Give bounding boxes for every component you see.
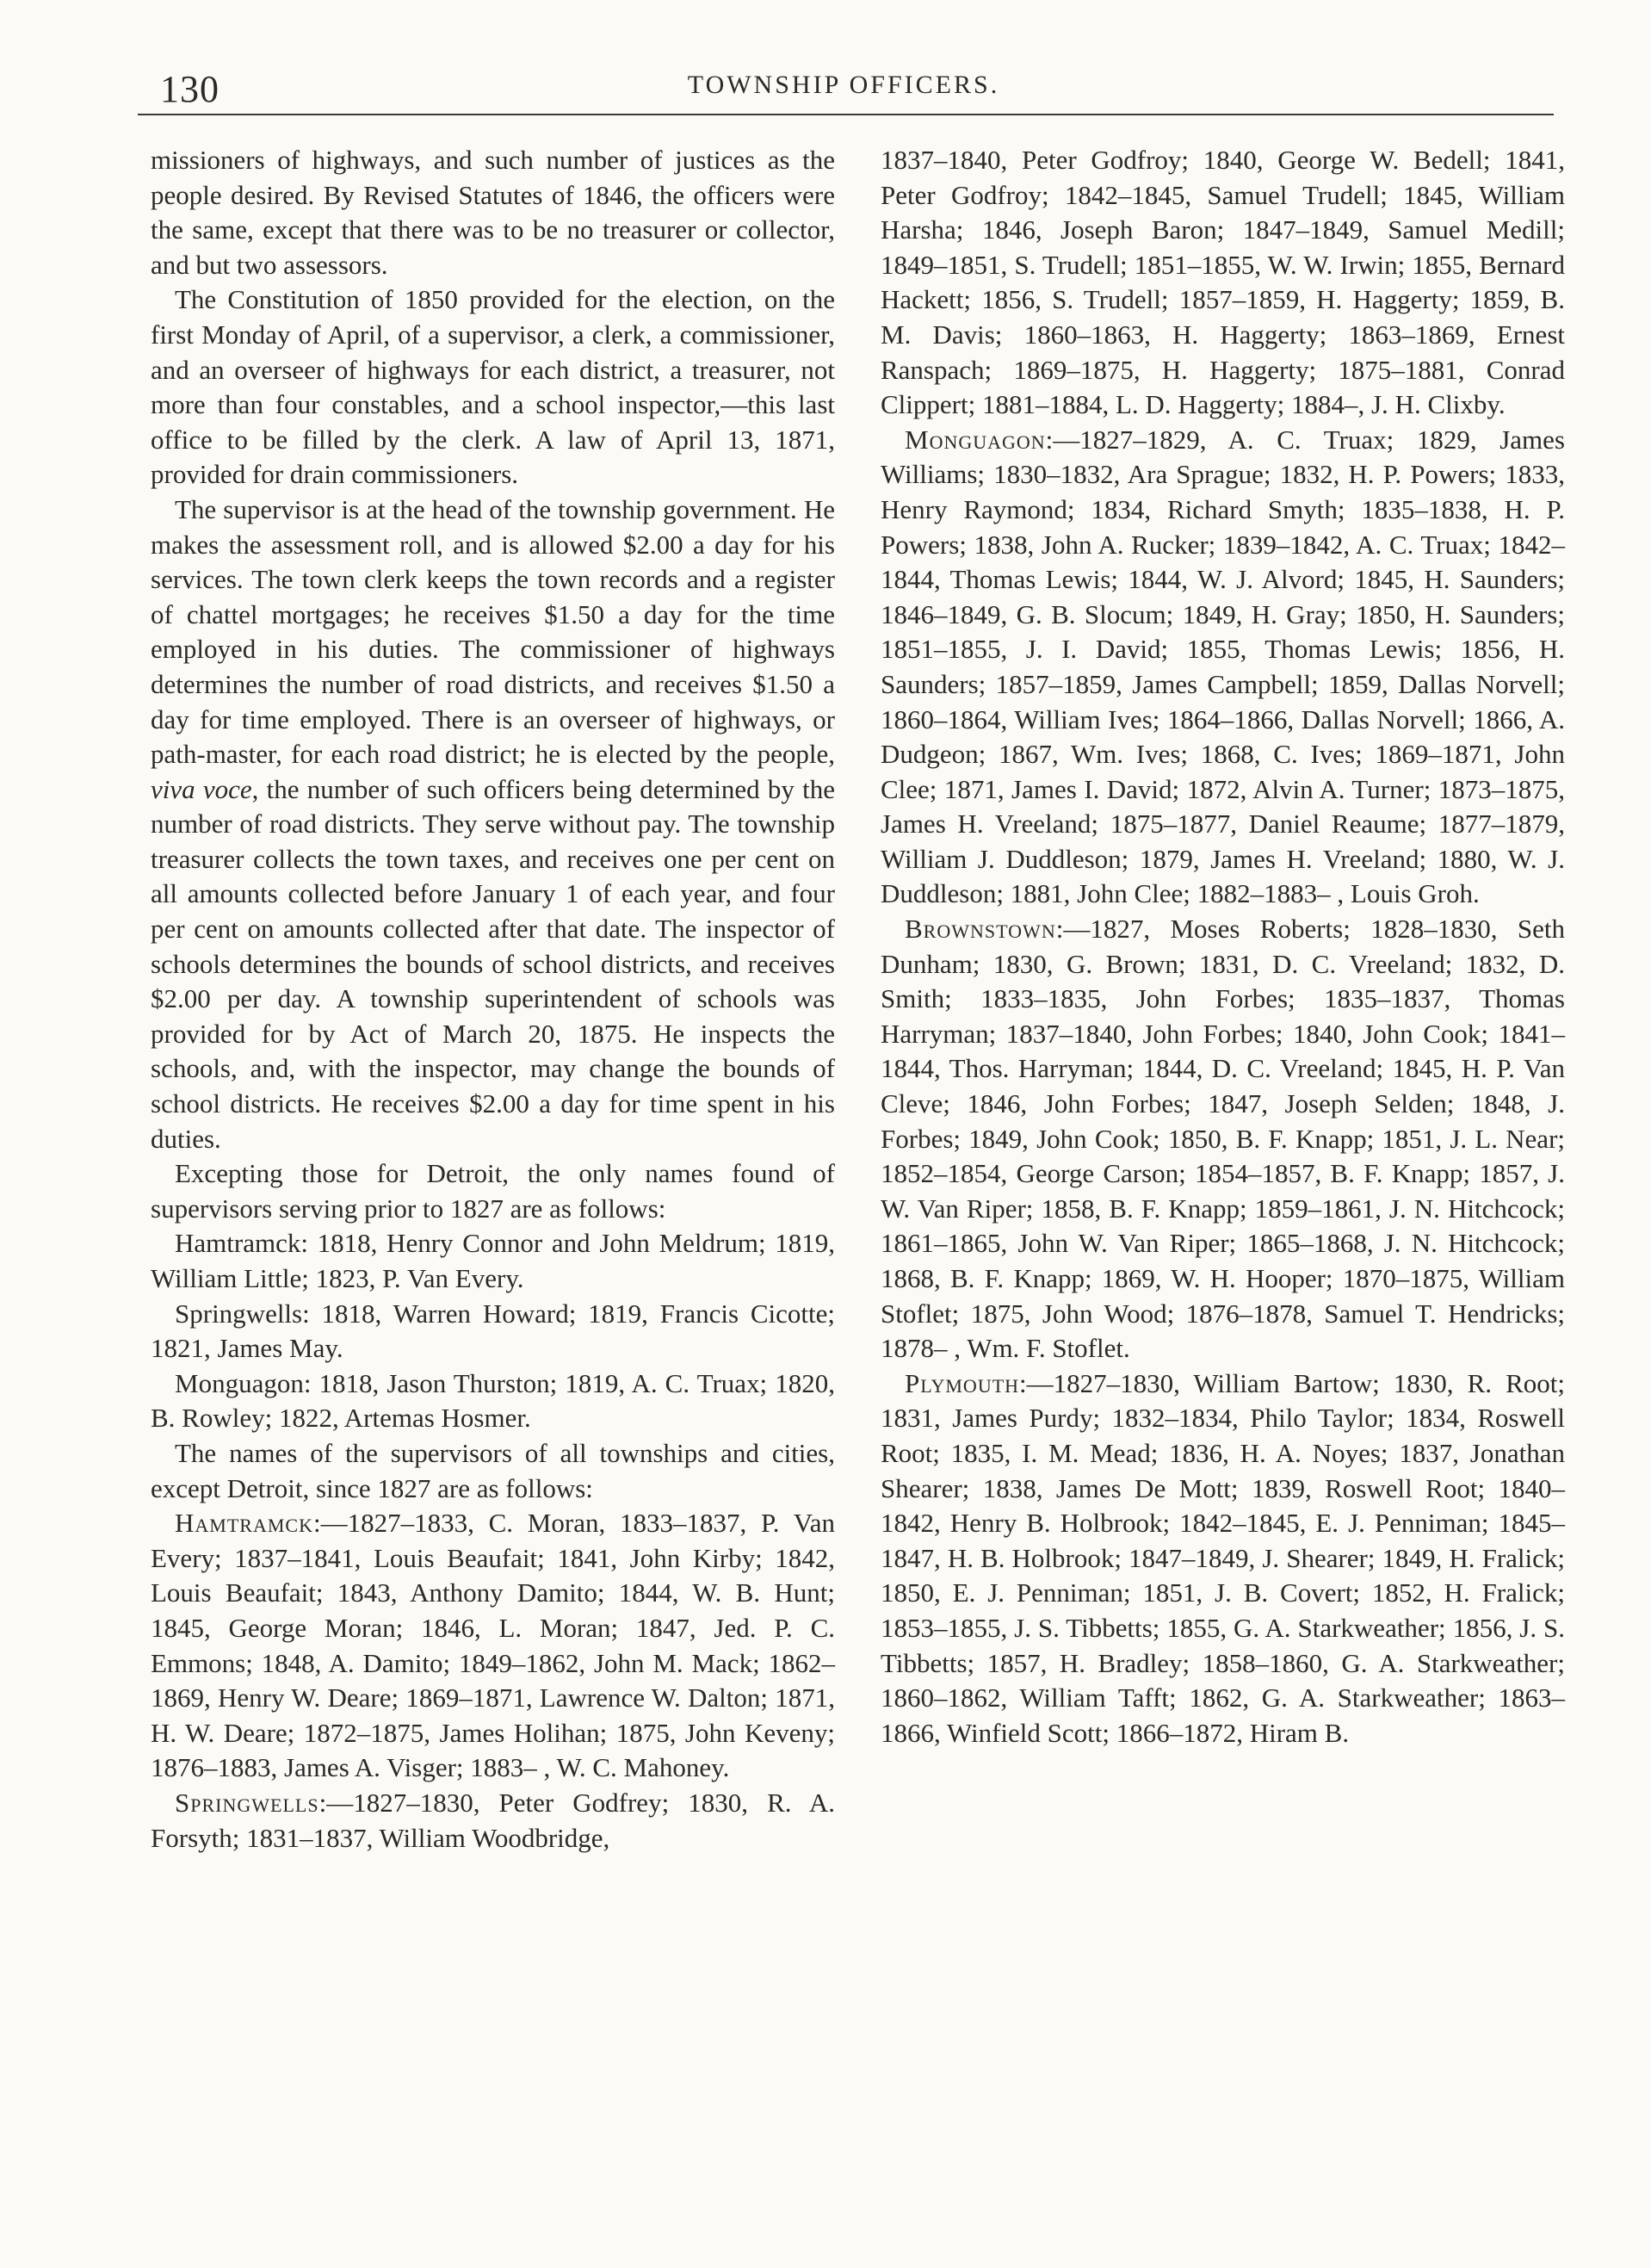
left-column	[151, 143, 835, 1856]
paragraph-springwells	[151, 1786, 835, 1856]
township-name-monguagon: Monguagon	[905, 424, 1046, 455]
springwells-supervisors: :—1827–1830, Peter Godfrey; 1830, R. A. Forsyth; 1831–1837, William Woodbridge,	[151, 1787, 835, 1853]
paragraph-hamtramck-early: Hamtramck: 1818, Henry Connor and John Meldrum; 1819, William Little; 1823, P. Van Every.	[151, 1228, 835, 1293]
viva-voce-italic: viva voce	[151, 773, 252, 804]
plymouth-supervisors: :—1827–1830, William Bartow; 1830, R. Root; 1831, James Purdy; 1832–1834, Philo Taylor; 1834, Roswell Root; 1835, I. M. Mead; 1836, H. A. Noyes; 1837, Jonathan Shearer; 1838, James De Mott; 1839, Roswell Root; 1840–1842, Henry B. Holbrook; 1842–1845, E. J. Penniman; 1845–1847, H. B. Holbrook; 1847–1849, J. Shearer; 1849, H. Fralick; 1850, E. J. Penniman; 1851, J. B. Covert; 1852, H. Fralick; 1853–1855, J. S. Tibbetts; 1855, G. A. Starkweather; 1856, J. S. Tibbetts; 1857, H. Bradley; 1858–1860, G. A. Starkweather; 1860–1862, William Tafft; 1862, G. A. Starkweather; 1863–1866, Winfield Scott; 1866–1872, Hiram B.	[881, 1367, 1565, 1748]
paragraph-monguagon	[881, 423, 1565, 912]
paragraph-brownstown	[881, 912, 1565, 1366]
right-column	[881, 143, 1565, 1751]
paragraph-constitution-1850: The Constitution of 1850 provided for the election, on the first Monday of April, of a supervisor, a clerk, a commissioner, and an overseer of highways for each district, a treasurer, not more than four constables, and a school inspector,—this last office to be filled by the clerk. A law of April 13, 1871, provided for drain commissioners.	[151, 284, 835, 490]
monguagon-supervisors: :—1827–1829, A. C. Truax; 1829, James Williams; 1830–1832, Ara Sprague; 1832, H. P. Powers; 1833, Henry Raymond; 1834, Richard Smyth; 1835–1838, H. P. Powers; 1838, John A. Rucker; 1839–1842, A. C. Truax; 1842–1844, Thomas Lewis; 1844, W. J. Alvord; 1845, H. Saunders; 1846–1849, G. B. Slocum; 1849, H. Gray; 1850, H. Saunders; 1851–1855, J. I. David; 1855, Thomas Lewis; 1856, H. Saunders; 1857–1859, James Campbell; 1859, Dallas Norvell; 1860–1864, William Ives; 1864–1866, Dallas Norvell; 1866, A. Dudgeon; 1867, Wm. Ives; 1868, C. Ives; 1869–1871, John Clee; 1871, James I. David; 1872, Alvin A. Turner; 1873–1875, James H. Vreeland; 1875–1877, Daniel Reaume; 1877–1879, William J. Duddleson; 1879, James H. Vreeland; 1880, W. J. Duddleson; 1881, John Clee; 1882–1883– , Louis Groh.	[881, 424, 1565, 909]
township-name-springwells: Springwells	[175, 1787, 319, 1818]
duties-text-start: The supervisor is at the head of the township government. He makes the assessment roll, and is allowed $2.00 a day for his services. The town clerk keeps the town records and a register of chattel mortgages; he receives $1.50 a day for the time employed in his duties. The commissioner of highways determines the number of road districts, and receives $1.50 a day for time employed. There is an overseer of highways, or path-master, for each road district; he is elected by the people,	[151, 493, 835, 770]
paragraph-since-1827: The names of the supervisors of all townships and cities, except Detroit, since 1827 are as follows:	[151, 1437, 835, 1503]
paragraph-springwells-early: Springwells: 1818, Warren Howard; 1819, Francis Cicotte; 1821, James May.	[151, 1298, 835, 1364]
paragraph-plymouth	[881, 1366, 1565, 1751]
township-name-brownstown: Brownstown	[905, 914, 1056, 945]
paragraph-monguagon-early: Monguagon: 1818, Jason Thurston; 1819, A. C. Truax; 1820, B. Rowley; 1822, Artemas Hosmer.	[151, 1367, 835, 1434]
paragraph-prior-1827: Excepting those for Detroit, the only names found of supervisors serving prior to 1827 are as follows:	[151, 1158, 835, 1224]
paragraph-springwells-continued: 1837–1840, Peter Godfroy; 1840, George W. Bedell; 1841, Peter Godfroy; 1842–1845, Samuel Trudell; 1845, William Harsha; 1846, Joseph Baron; 1847–1849, Samuel Medill; 1849–1851, S. Trudell; 1851–1855, W. W. Irwin; 1855, Bernard Hackett; 1856, S. Trudell; 1857–1859, H. Haggerty; 1859, B. M. Davis; 1860–1863, H. Haggerty; 1863–1869, Ernest Ranspach; 1869–1875, H. Haggerty; 1875–1881, Conrad Clippert; 1881–1884, L. D. Haggerty; 1884–, J. H. Clixby.	[881, 145, 1565, 420]
hamtramck-supervisors: :—1827–1833, C. Moran, 1833–1837, P. Van Every; 1837–1841, Louis Beaufait; 1841, John Kirby; 1842, Louis Beaufait; 1843, Anthony Damito; 1844, W. B. Hunt; 1845, George Moran; 1846, L. Moran; 1847, Jed. P. C. Emmons; 1848, A. Damito; 1849–1862, John M. Mack; 1862–1869, Henry W. Deare; 1869–1871, Lawrence W. Dalton; 1871, H. W. Deare; 1872–1875, James Holihan; 1875, John Keveny; 1876–1883, James A. Visger; 1883– , W. C. Mahoney.	[151, 1508, 835, 1783]
duties-text-end: , the number of such officers being determined by the number of road districts. They serve without pay. The township treasurer collects the town taxes, and receives one per cent on all amounts collected before January 1 of each year, and four per cent on amounts collected after that date. The inspector of schools determines the bounds of school districts, and receives $2.00 per day. A township superintendent of schools was provided for by Act of March 20, 1875. He inspects the schools, and, with the inspector, may change the bounds of school districts. He receives $2.00 a day for time spent in his duties.	[151, 773, 835, 1154]
paragraph-hamtramck	[151, 1506, 835, 1786]
brownstown-supervisors: :—1827, Moses Roberts; 1828–1830, Seth Dunham; 1830, G. Brown; 1831, D. C. Vreeland; 1832, D. Smith; 1833–1835, John Forbes; 1835–1837, Thomas Harryman; 1837–1840, John Forbes; 1840, John Cook; 1841–1844, Thos. Harryman; 1844, D. C. Vreeland; 1845, H. P. Van Cleve; 1846, John Forbes; 1847, Joseph Selden; 1848, J. Forbes; 1849, John Cook; 1850, B. F. Knapp; 1851, J. L. Near; 1852–1854, George Carson; 1854–1857, B. F. Knapp; 1857, J. W. Van Riper; 1858, B. F. Knapp; 1859–1861, J. N. Hitchcock; 1861–1865, John W. Van Riper; 1865–1868, J. N. Hitchcock; 1868, B. F. Knapp; 1869, W. H. Hooper; 1870–1875, William Stoflet; 1875, John Wood; 1876–1878, Samuel T. Hendricks; 1878– , Wm. F. Stoflet.	[881, 914, 1565, 1364]
paragraph-highways: missioners of highways, and such number of justices as the people desired. By Revised Statutes of 1846, the officers were the same, except that there was to be no treasurer or collector, and but two assessors.	[151, 145, 835, 280]
header-rule	[138, 114, 1554, 115]
page-number: 130	[160, 68, 220, 110]
page-header	[138, 62, 1549, 115]
paragraph-supervisor-duties	[151, 493, 835, 1156]
running-title: TOWNSHIP OFFICERS.	[687, 71, 1000, 99]
township-name-hamtramck: Hamtramck	[175, 1508, 313, 1539]
township-name-plymouth: Plymouth	[905, 1367, 1020, 1398]
